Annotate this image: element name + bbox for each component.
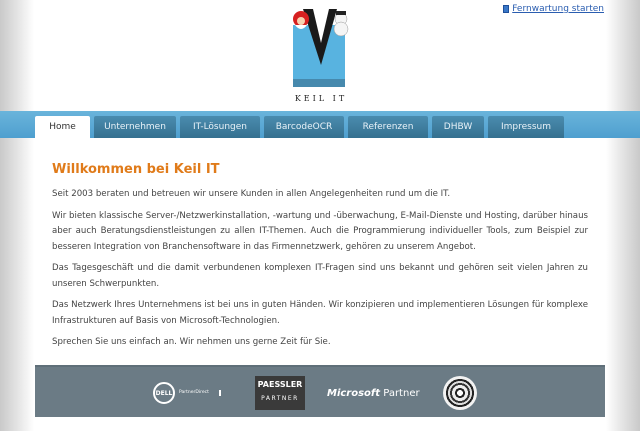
partner-footer bbox=[35, 365, 605, 417]
bottom-strip bbox=[35, 417, 605, 431]
page-title: Willkommen bei Keil IT bbox=[52, 162, 220, 177]
tab-dhbw[interactable]: DHBW bbox=[432, 116, 484, 138]
network-paragraph: Das Netzwerk Ihres Unternehmens ist bei uns in guten Händen. Wir konzipieren und implementieren Lösungen für komplexe Infrastrukturen auf Basis von Microsoft-Technologien. bbox=[52, 300, 588, 326]
intro-paragraph: Seit 2003 beraten und betreuen wir unsere Kunden in allen Angelegenheiten rund um die IT. bbox=[52, 189, 451, 199]
tab-it-loesungen[interactable]: IT-Lösungen bbox=[180, 116, 260, 138]
microsoft-brand: Microsoft bbox=[327, 387, 381, 399]
business-paragraph: Das Tagesgeschäft und die damit verbundenen komplexen IT-Fragen sind uns bekannt und gehören seit vielen Jahren zu unseren Schwerpunkten. bbox=[52, 263, 588, 289]
main-content bbox=[35, 138, 605, 365]
keil-it-logo[interactable] bbox=[289, 3, 353, 105]
remote-link-label: Fernwartung starten bbox=[512, 4, 604, 14]
tab-barcodeocr[interactable]: BarcodeOCR bbox=[264, 116, 344, 138]
tab-impressum[interactable]: Impressum bbox=[488, 116, 564, 138]
dell-partner-text: PartnerDirect bbox=[179, 390, 221, 396]
microsoft-suffix: Partner bbox=[380, 387, 420, 399]
header bbox=[35, 0, 605, 111]
dell-logo-icon: DELL bbox=[153, 382, 175, 404]
contact-paragraph: Sprechen Sie uns einfach an. Wir nehmen uns gerne Zeit für Sie. bbox=[52, 337, 331, 347]
services-paragraph: Wir bieten klassische Server-/Netzwerkinstallation, -wartung und -überwachung, E-Mail-Dienste und Hosting, darüber hinaus aber auch Beratungsdienstleistungen zu allen IT-Themen. Auch die Programmierung individueller Tools, zum Beispiel zur besseren Integration von Branchensoftware in das Firmennetzwerk, gehören zu unserem Angebot. bbox=[52, 210, 588, 252]
tab-home[interactable]: Home bbox=[35, 116, 90, 138]
logo-text: KEIL IT bbox=[294, 94, 348, 103]
tab-unternehmen[interactable]: Unternehmen bbox=[94, 116, 176, 138]
monitor-icon bbox=[503, 5, 509, 13]
remote-support-link[interactable] bbox=[503, 4, 604, 14]
paessler-tag: PARTNER bbox=[261, 395, 299, 402]
tab-referenzen[interactable]: Referenzen bbox=[348, 116, 428, 138]
paessler-name: PAESSLER bbox=[257, 380, 303, 389]
disc-icon bbox=[443, 376, 477, 410]
microsoft-partner-logo[interactable] bbox=[327, 375, 420, 411]
paessler-partner-logo[interactable] bbox=[255, 375, 305, 411]
disc-partner-logo[interactable] bbox=[443, 375, 477, 411]
dell-partner-logo[interactable] bbox=[153, 375, 221, 411]
main-nav bbox=[35, 116, 568, 138]
